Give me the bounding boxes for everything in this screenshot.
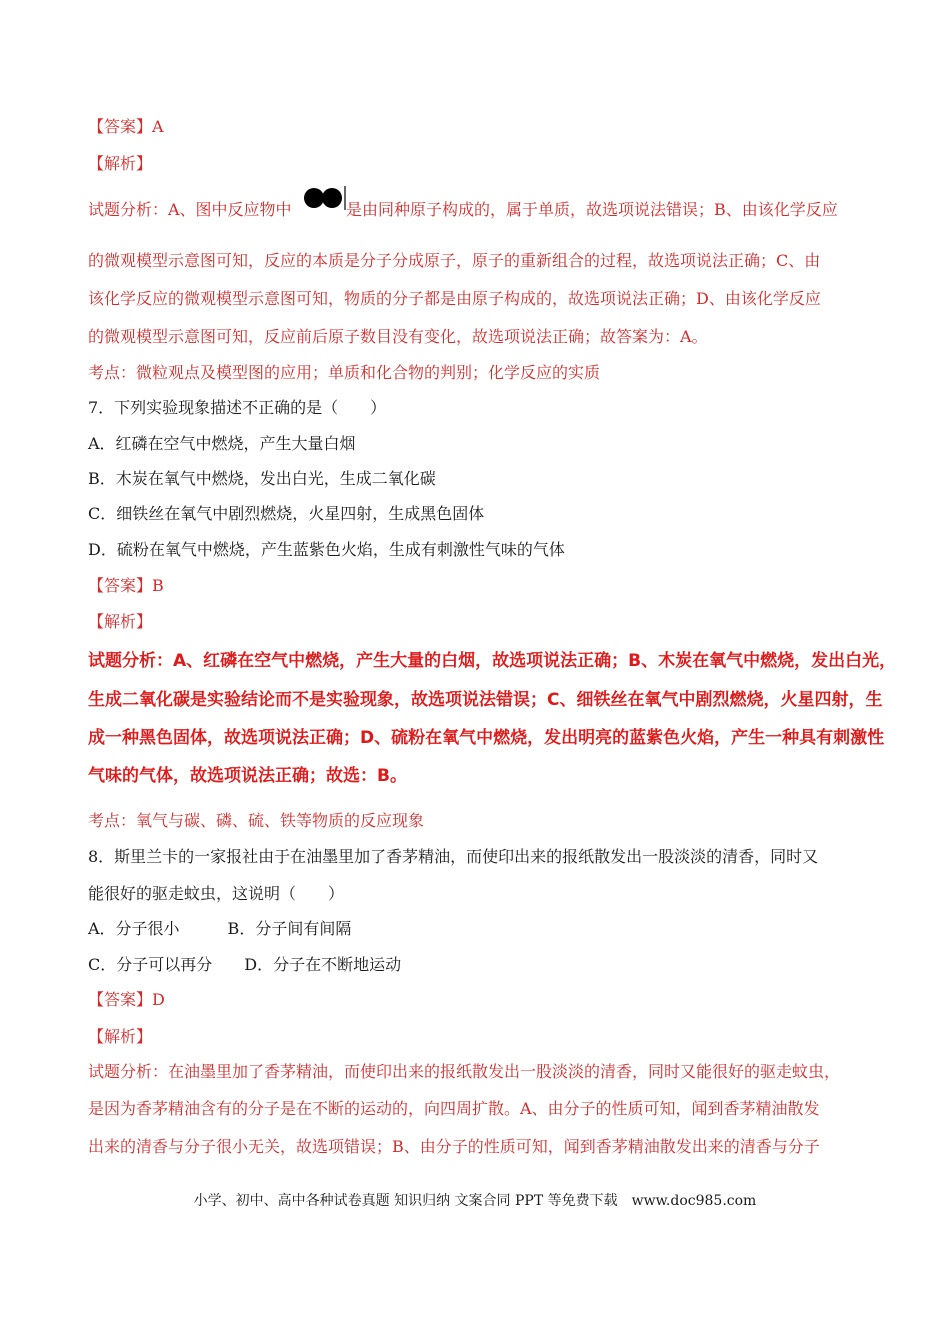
q7-answer: 【答案】B [88, 576, 164, 595]
q6-analysis-line-3: 该化学反应的微观模型示意图可知，物质的分子都是由原子构成的，故选项说法正确；D、由该化学反应 [88, 289, 821, 308]
q8-answer: 【答案】D [88, 990, 165, 1009]
q7-analysis-line-3: 成一种黑色固体，故选项说法正确；D、硫粉在氧气中燃烧，发出明亮的蓝紫色火焰，产生一种具有刺激性 [88, 728, 885, 748]
q8-question-line-1: 8．斯里兰卡的一家报社由于在油墨里加了香茅精油，而使印出来的报纸散发出一股淡淡的清香，同时又 [88, 847, 819, 866]
q8-analysis-line-1: 试题分析：在油墨里加了香茅精油，而使印出来的报纸散发出一股淡淡的清香，同时又能很好的驱走蚊虫， [88, 1062, 841, 1081]
q7-analysis-line-4: 气味的气体，故选项说法正确；故选：B。 [88, 766, 407, 786]
page-footer: 小学、初中、高中各种试卷真题 知识归纳 文案合同 PPT 等免费下载 www.doc985.com [193, 1193, 757, 1209]
q6-analysis-line-4: 的微观模型示意图可知，反应前后原子数目没有变化，故选项说法正确；故答案为：A。 [88, 327, 708, 346]
q8-analysis-line-2: 是因为香茅精油含有的分子是在不断的运动的，向四周扩散。A、由分子的性质可知，闻到香茅精油散发 [88, 1099, 820, 1118]
q7-option-d: D．硫粉在氧气中燃烧，产生蓝紫色火焰，生成有刺激性气味的气体 [88, 540, 565, 559]
q6-analysis-line-1a: 试题分析：A、图中反应物中 [88, 200, 292, 219]
q6-analysis-line-2: 的微观模型示意图可知，反应的本质是分子分成原子，原子的重新组合的过程，故选项说法正确；C、由 [88, 251, 821, 270]
molecule-diagram-icon [303, 186, 347, 210]
q7-analysis-line-1: 试题分析：A、红磷在空气中燃烧，产生大量的白烟，故选项说法正确；B、木炭在氧气中燃烧，发出白光， [88, 651, 897, 671]
q6-analysis-line-1b: 是由同种原子构成的，属于单质，故选项说法错误；B、由该化学反应 [346, 200, 838, 219]
q7-kaodian: 考点：氧气与碳、磷、硫、铁等物质的反应现象 [88, 811, 425, 830]
q8-options-row-2: C．分子可以再分 D．分子在不断地运动 [88, 955, 402, 974]
q8-analysis-line-3: 出来的清香与分子很小无关，故选项错误；B、由分子的性质可知，闻到香茅精油散发出来的清香与分子 [88, 1137, 820, 1156]
q7-option-b: B．木炭在氧气中燃烧，发出白光，生成二氧化碳 [88, 469, 436, 488]
q6-jiexi-heading: 【解析】 [88, 154, 153, 173]
q8-options-row-1: A．分子很小 B．分子间有间隔 [88, 919, 352, 938]
q6-kaodian: 考点：微粒观点及模型图的应用；单质和化合物的判别；化学反应的实质 [88, 363, 601, 382]
q8-jiexi-heading: 【解析】 [88, 1027, 153, 1046]
q7-option-a: A．红磷在空气中燃烧，产生大量白烟 [88, 434, 356, 453]
q6-answer: 【答案】A [88, 117, 164, 136]
q7-option-c: C．细铁丝在氧气中剧烈燃烧，火星四射，生成黑色固体 [88, 504, 485, 523]
q7-analysis-line-2: 生成二氧化碳是实验结论而不是实验现象，故选项说法错误；C、细铁丝在氧气中剧烈燃烧，火星四射，生 [88, 690, 883, 710]
q7-question: 7．下列实验现象描述不正确的是（ ） [88, 398, 387, 417]
q8-question-line-2: 能很好的驱走蚊虫，这说明（ ） [88, 884, 345, 903]
q7-jiexi-heading: 【解析】 [88, 612, 153, 631]
